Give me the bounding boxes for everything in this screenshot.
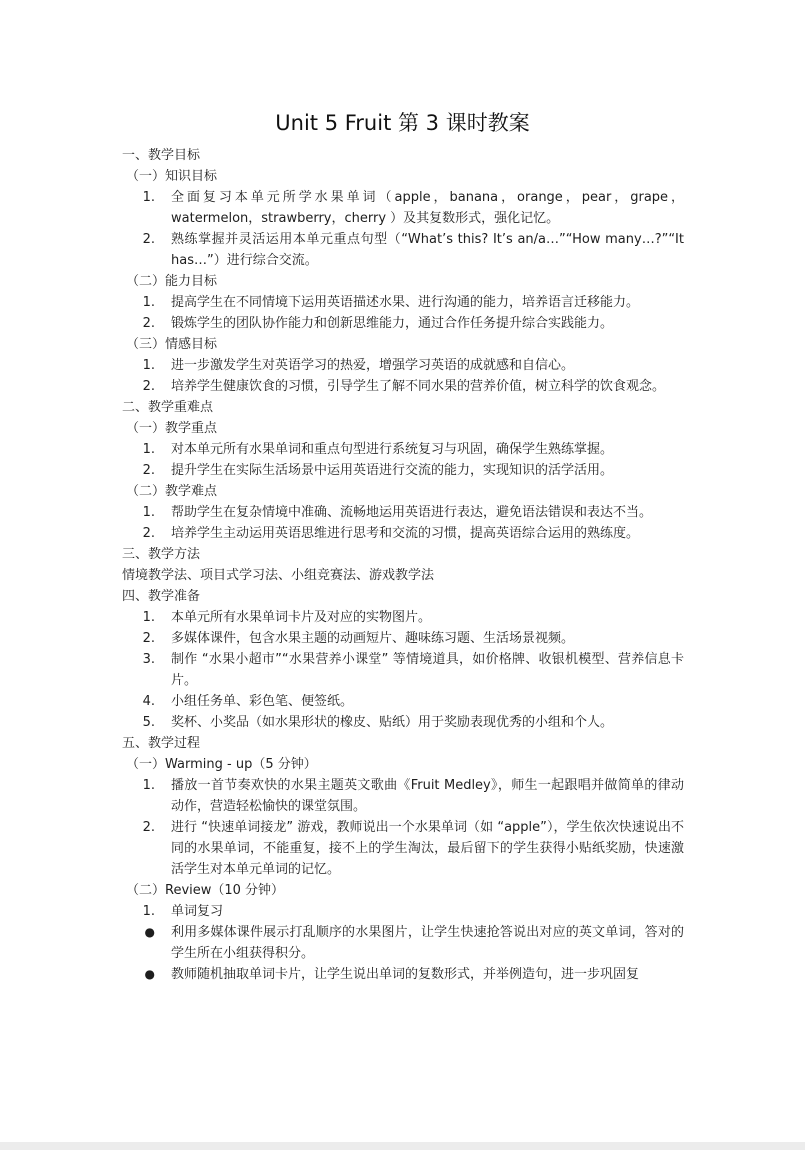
page-title: Unit 5 Fruit 第 3 课时教案: [275, 111, 530, 135]
list-number: 1.: [142, 442, 155, 457]
list-number: 4.: [142, 694, 155, 709]
list-text: 多媒体课件，包含水果主题的动画短片、趣味练习题、生活场景视频。: [171, 631, 575, 646]
list-text: 帮助学生在复杂情境中准确、流畅地运用英语进行表达，避免语法错误和表达不当。: [171, 505, 653, 520]
list-text: 对本单元所有水果单词和重点句型进行系统复习与巩固，确保学生熟练掌握。: [171, 442, 614, 457]
subsection-heading: （一）知识目标: [126, 169, 218, 184]
list-item: [122, 775, 684, 817]
list-item: [122, 502, 684, 523]
list-number: 2.: [142, 232, 155, 247]
list-number: 3.: [142, 652, 155, 667]
subsection-heading: （三）情感目标: [126, 337, 218, 352]
list-text: 播放一首节奏欢快的水果主题英文歌曲《Fruit Medley》，师生一起跟唱并做简单的律动动作，营造轻松愉快的课堂氛围。: [171, 778, 684, 814]
list-item: [122, 355, 684, 376]
list-item: [122, 460, 684, 481]
list-item: [122, 313, 684, 334]
list-text: 提高学生在不同情境下运用英语描述水果、进行沟通的能力，培养语言迁移能力。: [171, 295, 640, 310]
list-item: [122, 607, 684, 628]
subsection-heading: （二）能力目标: [126, 274, 218, 289]
list-text: 制作 “水果小超市”“水果营养小课堂” 等情境道具，如价格牌、收银机模型、营养信息卡片。: [171, 652, 684, 688]
list-text: 单词复习: [171, 904, 224, 919]
subsection-heading: （二）教学难点: [126, 484, 218, 499]
list-number: 2.: [142, 631, 155, 646]
list-item: [122, 901, 684, 922]
bullet-item: [122, 922, 684, 964]
list-item: [122, 523, 684, 544]
list-number: 1.: [142, 505, 155, 520]
list-text: 奖杯、小奖品（如水果形状的橡皮、贴纸）用于奖励表现优秀的小组和个人。: [171, 715, 614, 730]
list-item: [122, 292, 684, 313]
bullet-icon: ●: [144, 925, 155, 939]
section-heading: 五、教学过程: [122, 736, 201, 751]
list-number: 1.: [142, 610, 155, 625]
list-number: 2.: [142, 316, 155, 331]
bullet-icon: ●: [144, 967, 155, 981]
section-heading: 二、教学重难点: [122, 400, 214, 415]
list-text: 本单元所有水果单词卡片及对应的实物图片。: [171, 610, 432, 625]
bullet-text: 利用多媒体课件展示打乱顺序的水果图片，让学生快速抢答说出对应的英文单词，答对的学生所在小组获得积分。: [171, 925, 684, 961]
subsection-heading: （二）Review（10 分钟）: [126, 883, 285, 898]
list-number: 1.: [142, 904, 155, 919]
list-item: [122, 691, 684, 712]
list-number: 1.: [142, 295, 155, 310]
list-text: 培养学生主动运用英语思维进行思考和交流的习惯，提高英语综合运用的熟练度。: [171, 526, 640, 541]
subsection-heading: （一）教学重点: [126, 421, 218, 436]
list-number: 1.: [142, 190, 155, 205]
list-item: [122, 439, 684, 460]
list-item: [122, 649, 684, 691]
section-heading: 一、教学目标: [122, 148, 201, 163]
list-item: [122, 817, 684, 880]
document-body: [122, 145, 684, 985]
list-text: 全面复习本单元所学水果单词（apple，banana，orange，pear，grape，watermelon，strawberry，cherry ）及其复数形式，强化记忆。: [171, 190, 684, 226]
page-bottom-strip: [0, 1142, 805, 1150]
list-text: 进行 “快速单词接龙” 游戏，教师说出一个水果单词（如 “apple”），学生依次快速说出不同的水果单词，不能重复，接不上的学生淘汰，最后留下的学生获得小贴纸奖励，快速激活学生对本单元单词的记忆。: [171, 820, 684, 877]
list-text: 小组任务单、彩色笔、便签纸。: [171, 694, 354, 709]
list-number: 2.: [142, 526, 155, 541]
list-number: 2.: [142, 463, 155, 478]
section-heading: 四、教学准备: [122, 589, 201, 604]
list-text: 进一步激发学生对英语学习的热爱，增强学习英语的成就感和自信心。: [171, 358, 575, 373]
list-item: [122, 229, 684, 271]
list-item: [122, 376, 684, 397]
section-heading: 三、教学方法: [122, 547, 201, 562]
paragraph: 情境教学法、项目式学习法、小组竞赛法、游戏教学法: [122, 568, 435, 583]
list-number: 5.: [142, 715, 155, 730]
list-number: 1.: [142, 358, 155, 373]
list-number: 1.: [142, 778, 155, 793]
list-text: 培养学生健康饮食的习惯，引导学生了解不同水果的营养价值，树立科学的饮食观念。: [171, 379, 666, 394]
list-item: [122, 187, 684, 229]
list-text: 熟练掌握并灵活运用本单元重点句型（“What’s this? It’s an/a…”“How many…?”“It has…”）进行综合交流。: [171, 232, 684, 268]
list-number: 2.: [142, 379, 155, 394]
bullet-item: [122, 964, 684, 985]
bullet-text: 教师随机抽取单词卡片，让学生说出单词的复数形式，并举例造句，进一步巩固复: [171, 967, 640, 982]
list-text: 锻炼学生的团队协作能力和创新思维能力，通过合作任务提升综合实践能力。: [171, 316, 614, 331]
subsection-heading: （一）Warming - up（5 分钟）: [126, 757, 317, 772]
list-text: 提升学生在实际生活场景中运用英语进行交流的能力，实现知识的活学活用。: [171, 463, 614, 478]
list-item: [122, 628, 684, 649]
list-item: [122, 712, 684, 733]
list-number: 2.: [142, 820, 155, 835]
